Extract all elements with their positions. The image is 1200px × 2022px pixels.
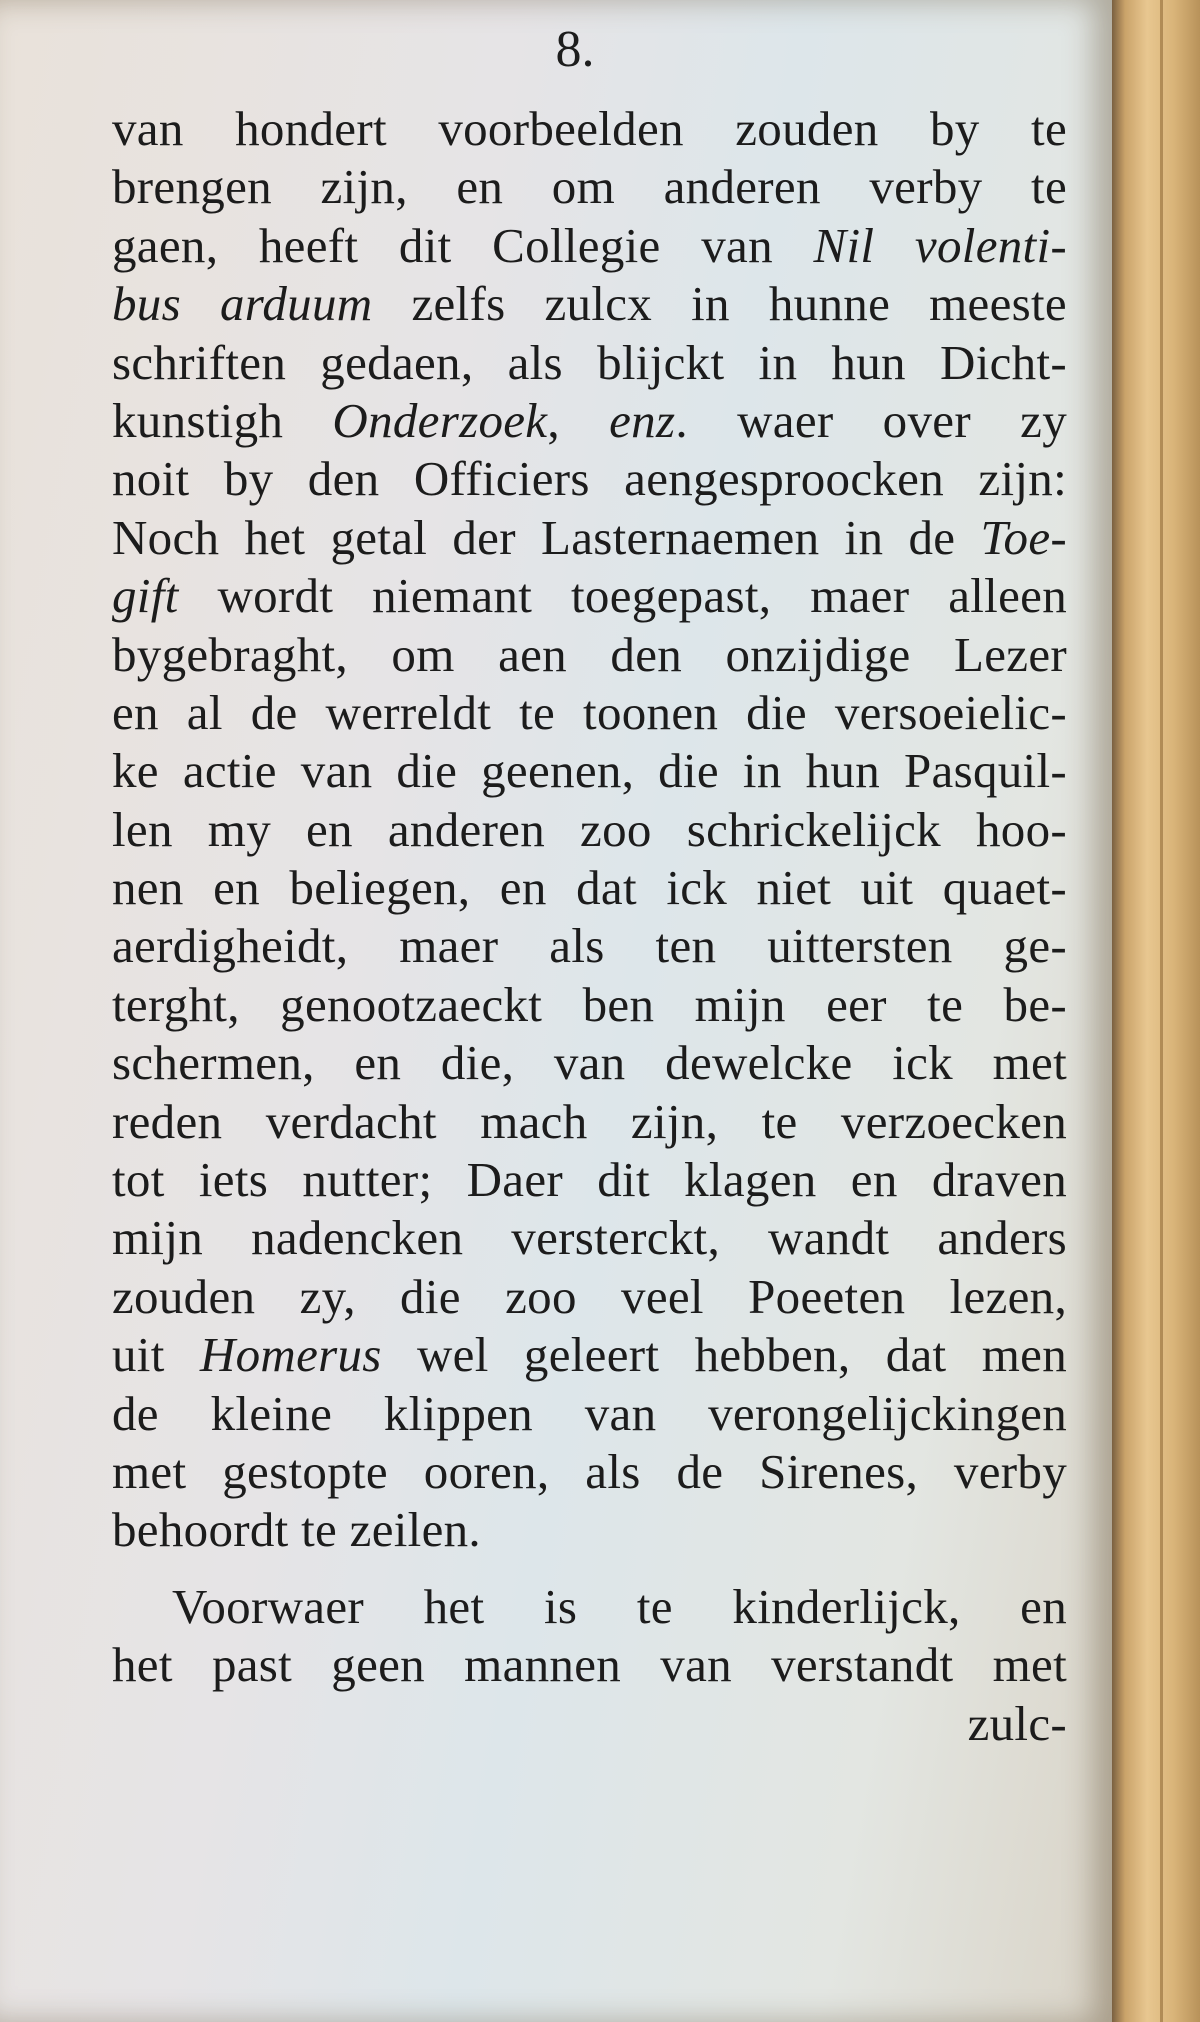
italic-text: Onderzoek bbox=[332, 392, 548, 448]
line-text: , bbox=[547, 392, 610, 448]
line-text: behoordt te zeilen. bbox=[112, 1502, 481, 1558]
line-text: gaen, heeft dit Collegie van bbox=[112, 217, 814, 273]
line-text: Voorwaer het is te kinderlijck, en bbox=[172, 1578, 1067, 1634]
text-line bbox=[112, 1093, 1067, 1151]
text-line bbox=[112, 509, 1067, 567]
text-line bbox=[112, 1151, 1067, 1209]
text-line bbox=[112, 567, 1067, 625]
line-text: Noch het getal der Lasternaemen in de bbox=[112, 509, 981, 565]
text-line bbox=[112, 742, 1067, 800]
italic-text: gift bbox=[112, 568, 179, 624]
line-text: zelfs zulcx in hunne meeste bbox=[372, 276, 1067, 332]
line-text: . waer over zy bbox=[675, 392, 1067, 448]
italic-text: Nil volenti- bbox=[813, 217, 1067, 273]
line-text: mijn nadencken versterckt, wandt anders bbox=[112, 1210, 1067, 1266]
line-text: noit by den Officiers aengesproocken zijn: bbox=[112, 451, 1067, 507]
text-line bbox=[112, 1385, 1067, 1443]
line-text: van hondert voorbeelden zouden by te bbox=[112, 101, 1067, 156]
text-line bbox=[112, 1034, 1067, 1092]
line-text: nen en beliegen, en dat ick niet uit quaet- bbox=[112, 860, 1067, 916]
text-line bbox=[112, 1443, 1067, 1501]
text-line bbox=[112, 334, 1067, 392]
text-line bbox=[112, 684, 1067, 742]
text-line bbox=[112, 1209, 1067, 1267]
line-text: wel geleert hebben, dat men bbox=[381, 1327, 1067, 1383]
text-line bbox=[112, 1326, 1067, 1384]
italic-text: Toe- bbox=[980, 509, 1067, 565]
page-number: 8. bbox=[555, 21, 595, 78]
line-text: tot iets nutter; Daer dit klagen en draven bbox=[112, 1152, 1067, 1208]
line-text: met gestopte ooren, als de Sirenes, verby bbox=[112, 1443, 1067, 1499]
line-text: de kleine klippen van verongelijckingen bbox=[112, 1385, 1067, 1441]
line-text: aerdigheidt, maer als ten uittersten ge- bbox=[112, 918, 1067, 974]
text-line bbox=[112, 392, 1067, 450]
text-line bbox=[112, 801, 1067, 859]
line-text: kunstigh bbox=[112, 392, 333, 448]
line-text: len my en anderen zoo schrickelijck hoo- bbox=[112, 801, 1067, 857]
line-text: wordt niemant toegepast, maer alleen bbox=[178, 568, 1067, 624]
text-line bbox=[112, 158, 1067, 216]
line-text: het past geen mannen van verstandt met bbox=[112, 1637, 1067, 1693]
line-text: schriften gedaen, als blijckt in hun Dicht- bbox=[112, 334, 1067, 390]
text-line bbox=[112, 1636, 1067, 1694]
line-text: en al de werreldt te toonen die versoeielic- bbox=[112, 684, 1067, 740]
line-text: terght, genootzaeckt ben mijn eer te be- bbox=[112, 976, 1067, 1032]
text-line bbox=[112, 1578, 1067, 1636]
line-text: schermen, en die, van dewelcke ick met bbox=[112, 1035, 1067, 1091]
text-line bbox=[112, 626, 1067, 684]
text-line bbox=[112, 100, 1067, 158]
text-line bbox=[112, 976, 1067, 1034]
text-line bbox=[112, 450, 1067, 508]
line-text: uit bbox=[112, 1327, 200, 1383]
line-text: ke actie van die geenen, die in hun Pasquil- bbox=[112, 743, 1067, 799]
text-line bbox=[112, 1501, 1067, 1559]
italic-text: enz bbox=[609, 392, 676, 448]
line-text: bygebraght, om aen den onzijdige Lezer bbox=[112, 626, 1067, 682]
text-line bbox=[112, 275, 1067, 333]
catchword: zulc- bbox=[967, 1695, 1067, 1751]
text-line bbox=[112, 217, 1067, 275]
italic-text: bus arduum bbox=[112, 276, 373, 332]
line-text: zouden zy, die zoo veel Poeeten lezen, bbox=[112, 1268, 1067, 1324]
italic-text: Homerus bbox=[199, 1327, 382, 1383]
paragraph-1 bbox=[112, 100, 1067, 1560]
line-text: brengen zijn, en om anderen verby te bbox=[112, 159, 1067, 215]
text-line bbox=[112, 859, 1067, 917]
page-fold bbox=[1160, 0, 1163, 2022]
text-block bbox=[112, 100, 1067, 1753]
paragraph-gap bbox=[112, 1560, 1067, 1578]
text-line bbox=[112, 917, 1067, 975]
paragraph-2 bbox=[112, 1578, 1067, 1695]
line-text: reden verdacht mach zijn, te verzoecken bbox=[112, 1093, 1067, 1149]
text-line bbox=[112, 1268, 1067, 1326]
next-page-edge bbox=[1112, 0, 1200, 2022]
